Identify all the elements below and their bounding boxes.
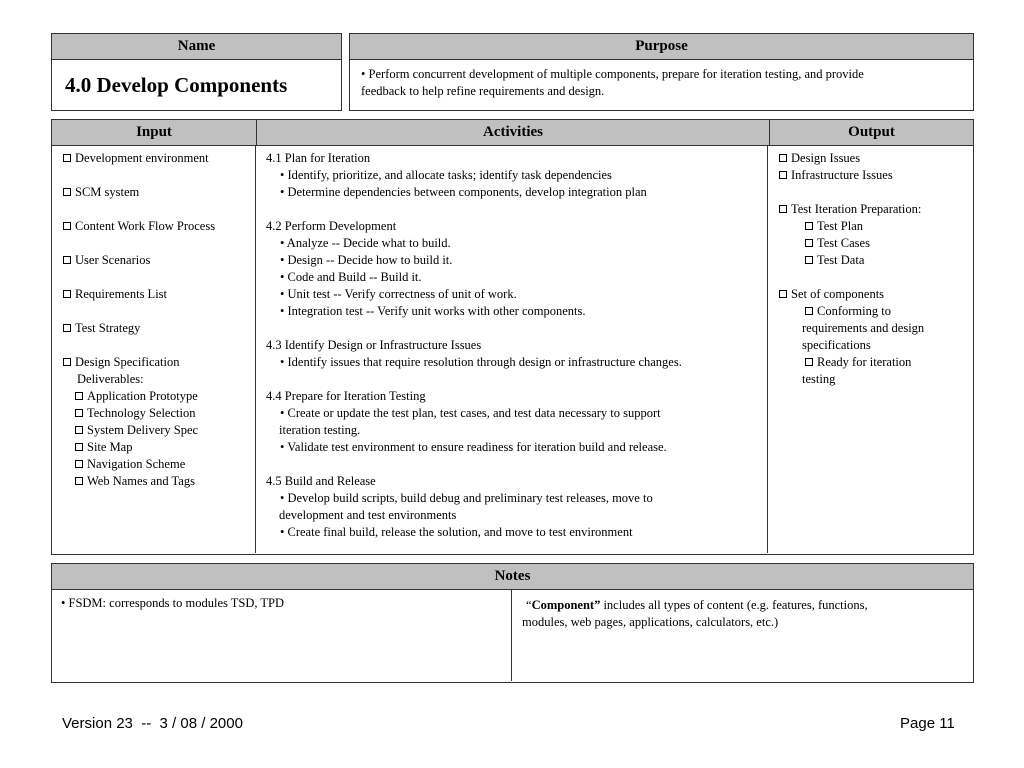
activity-title: 4.1 Plan for Iteration [266,151,371,165]
notes-left [52,590,512,681]
checkbox-icon [63,222,71,230]
notes-right [512,590,973,681]
input-column [52,146,256,553]
activity-title: 4.2 Perform Development [266,219,397,233]
activity-title: 4.4 Prepare for Iteration Testing [266,389,426,403]
deliverable-item: Navigation Scheme [63,456,255,473]
deliverable-item: Technology Selection [63,405,255,422]
activity-bullet: • Develop build scripts, build debug and preliminary test releases, move to [280,491,653,505]
checkbox-icon [63,154,71,162]
checkbox-icon [75,460,83,468]
output-subitem: Test Data [779,252,973,269]
output-header: Output [848,124,895,140]
output-subitem: Ready for iteration [779,354,973,371]
output-subitem: Test Plan [779,218,973,235]
main-table-body [52,146,973,553]
activity-bullet: • Create or update the test plan, test cases, and test data necessary to support [280,406,661,420]
output-subitem-cont: specifications [802,338,871,352]
notes-body [52,590,973,681]
activity-bullet: • Validate test environment to ensure readiness for iteration build and release. [280,440,667,454]
version-footer: Version 23 -- 3 / 08 / 2000 [62,715,243,732]
output-item: Design Issues [779,150,973,167]
activity-bullet: • Determine dependencies between components, develop integration plan [280,185,647,199]
checkbox-icon [63,358,71,366]
output-item: Test Iteration Preparation: [779,201,973,218]
output-subitem-cont: testing [802,372,836,386]
activity-bullet: • Integration test -- Verify unit works with other components. [280,304,586,318]
output-item: Infrastructure Issues [779,167,973,184]
checkbox-icon [779,154,787,162]
checkbox-icon [75,392,83,400]
output-subitem: Conforming to [779,303,973,320]
activity-bullet: • Analyze -- Decide what to build. [280,236,451,250]
checkbox-icon [75,477,83,485]
notes-header: Notes [52,564,973,590]
checkbox-icon [63,188,71,196]
note-text: “Component” includes all types of content (e.g. features, functions, [526,598,868,612]
purpose-header: Purpose [350,34,973,60]
deliverable-item: Site Map [63,439,255,456]
checkbox-icon [805,358,813,366]
deliverable-item: Application Prototype [63,388,255,405]
purpose-text: • Perform concurrent development of multiple components, prepare for iteration testing, and provide feedback to help refine requirements and design. [361,67,864,98]
purpose-box [349,33,974,111]
activity-bullet: • Create final build, release the solution, and move to test environment [280,525,633,539]
activity-bullet: • Code and Build -- Build it. [280,270,422,284]
input-item: Design Specification [63,354,255,371]
checkbox-icon [805,239,813,247]
notes-table [51,563,974,683]
name-header: Name [52,34,341,60]
input-item: Requirements List [63,286,255,303]
page-title: 4.0 Develop Components [65,73,288,97]
input-item: Development environment [63,150,255,167]
main-table [51,119,974,555]
activity-title: 4.3 Identify Design or Infrastructure Issues [266,338,482,352]
activity-bullet: • Design -- Decide how to build it. [280,253,453,267]
activities-header: Activities [257,120,770,145]
input-header: Input [52,120,257,145]
activity-bullet-cont: iteration testing. [279,423,361,437]
output-column [768,146,973,553]
activity-bullet: • Identify, prioritize, and allocate tasks; identify task dependencies [280,168,612,182]
activity-title: 4.5 Build and Release [266,474,376,488]
activities-column [256,146,768,553]
name-box [51,33,342,111]
activity-bullet: • Identify issues that require resolution through design or infrastructure changes. [280,355,682,369]
checkbox-icon [779,171,787,179]
checkbox-icon [779,205,787,213]
input-item: SCM system [63,184,255,201]
deliverables-label: Deliverables: [77,372,144,386]
note-text: • FSDM: corresponds to modules TSD, TPD [61,596,285,610]
deliverable-item: System Delivery Spec [63,422,255,439]
deliverable-item: Web Names and Tags [63,473,255,490]
checkbox-icon [805,307,813,315]
output-subitem: Test Cases [779,235,973,252]
input-item: Content Work Flow Process [63,218,255,235]
output-subitem-cont: requirements and design [802,321,925,335]
activity-bullet: • Unit test -- Verify correctness of unit of work. [280,287,517,301]
checkbox-icon [75,426,83,434]
checkbox-icon [805,256,813,264]
checkbox-icon [805,222,813,230]
note-text: modules, web pages, applications, calculators, etc.) [522,615,779,629]
main-table-header-row [52,120,973,146]
input-item: Test Strategy [63,320,255,337]
checkbox-icon [63,256,71,264]
input-item: User Scenarios [63,252,255,269]
checkbox-icon [63,290,71,298]
checkbox-icon [63,324,71,332]
checkbox-icon [779,290,787,298]
page-number: Page 11 [900,715,955,732]
output-item: Set of components [779,286,973,303]
checkbox-icon [75,409,83,417]
checkbox-icon [75,443,83,451]
activity-bullet-cont: development and test environments [279,508,457,522]
